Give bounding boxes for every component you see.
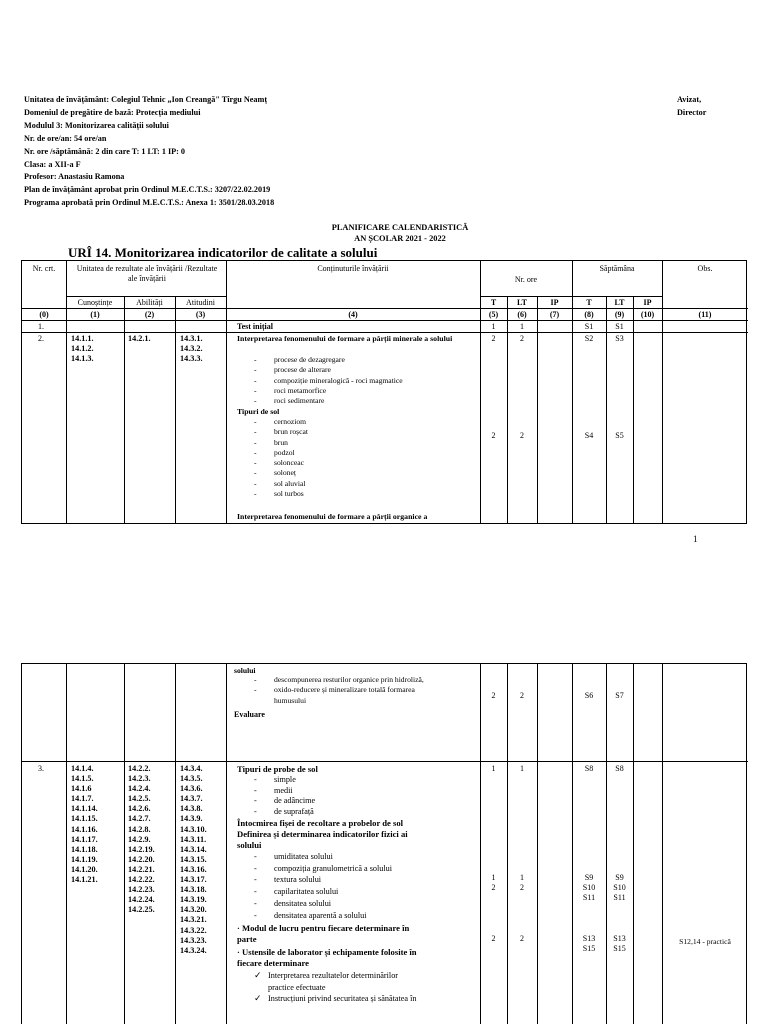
row2-week-lt-b: S5: [615, 431, 624, 440]
colnum-6: (6): [517, 310, 527, 319]
row3-heading-physical-indicators: Definirea și determinarea indicatorilor fizici ai: [237, 829, 408, 839]
code: 14.2.3.: [128, 774, 151, 784]
row3-week-t-2: [572, 873, 606, 903]
code: 14.3.1.: [180, 334, 203, 343]
header-line-programa: Programa aprobată prin Ordinul M.E.C.T.S.: Anexa 1: 3501/28.03.2018: [24, 198, 275, 208]
row2-week-t-a: S2: [584, 334, 594, 343]
week-label: S10: [613, 883, 626, 892]
header-week-t: T: [586, 298, 592, 307]
code: 14.1.15.: [71, 814, 98, 824]
list-item: - soloneț: [254, 468, 308, 478]
list-item: - medii: [254, 786, 315, 797]
code: 14.2.7.: [128, 814, 151, 824]
code: 14.1.6: [71, 784, 92, 794]
header-t: T: [490, 298, 497, 307]
row2-lt-a: 2: [520, 334, 524, 343]
header-attitudes: Atitudini: [186, 298, 215, 307]
row3-nr: 3.: [38, 764, 44, 773]
header-line-hours-week: Nr. ore /săptămână: 2 din care T: 1 LT: 1 IP: 0: [24, 146, 186, 156]
row3-week-lt-1: S8: [615, 764, 624, 773]
document-title: PLANIFICARE CALENDARISTICĂ: [331, 223, 469, 232]
header-line-unit: Unitatea de învățământ: Colegiul Tehnic „Ion Creangă" Tîrgu Neamț: [24, 95, 268, 104]
row2-lt-b: 2: [520, 431, 524, 440]
code: 14.3.5.: [180, 774, 203, 784]
list-item: - umiditatea solului: [254, 851, 392, 863]
header-lt: LT: [517, 298, 527, 307]
cont-t: 2: [491, 691, 496, 700]
code: 14.3.10.: [180, 824, 207, 834]
header-obs: Obs.: [697, 264, 713, 273]
list-item: - densitatea solului: [254, 898, 392, 910]
row1-content: Test inițial: [237, 322, 273, 331]
code: 14.1.3.: [71, 354, 94, 364]
colnum-5: (5): [488, 310, 499, 319]
code: 14.3.6.: [180, 784, 203, 794]
row2-heading-mineral: Interpretarea fenomenului de formare a părții minerale a solului: [237, 334, 453, 343]
code: 14.2.1.: [128, 334, 151, 343]
cont-solului: solului: [234, 666, 256, 675]
cont-list-organic: [254, 675, 424, 706]
list-item: - procese de dezagregare: [254, 355, 403, 365]
list-item: - de suprafață: [254, 807, 315, 818]
header-line-teacher: Profesor: Anastasiu Ramona: [24, 172, 125, 182]
code: 14.2.6.: [128, 804, 151, 814]
code: 14.2.25.: [128, 905, 155, 915]
code: 14.2.20.: [128, 854, 155, 864]
code: 14.1.14.: [71, 804, 98, 814]
row2-heading-organic: Interpretarea fenomenului de formare a părții organice a: [237, 512, 428, 521]
header-week-ip: IP: [643, 298, 652, 307]
code: 14.3.23.: [180, 935, 207, 945]
row3-list-physical-indicators: [254, 851, 392, 921]
code: 14.3.17.: [180, 875, 207, 885]
colnum-0: (0): [39, 310, 49, 319]
code: 14.1.16.: [71, 824, 98, 834]
code: 14.3.21.: [180, 915, 207, 925]
list-item: - compoziția granulometrică a solului: [254, 863, 392, 875]
row3-week-t-1: S8: [584, 764, 594, 773]
list-item: - solonceac: [254, 458, 308, 468]
row3-attitude-codes: [180, 764, 207, 956]
row3-heading-sample-types: Tipuri de probe de sol: [237, 764, 318, 774]
code: 14.1.20.: [71, 864, 98, 874]
header-line-class: Clasa: a XII-a F: [24, 159, 81, 169]
row3-t-1: 1: [491, 764, 496, 773]
list-item: - sol aluvial: [254, 479, 308, 489]
row3-week-t-4: [572, 934, 606, 954]
code: 14.1.5.: [71, 774, 94, 784]
uri-title: URÎ 14. Monitorizarea indicatorilor de calitate a solului: [68, 245, 378, 260]
code: 14.2.2.: [128, 764, 151, 773]
row3-lt-2: 1: [520, 873, 524, 882]
list-item-continuation: humusului: [274, 695, 307, 705]
code: 14.3.24.: [180, 945, 207, 955]
list-item: - brun roșcat: [254, 427, 308, 437]
row3-heading-sampling-sheet: Întocmirea fișei de recoltare a probelor de sol: [237, 818, 404, 828]
list-item: - oxido-reducere și mineralizare totală formarea: [254, 685, 424, 695]
code: 14.3.14.: [180, 844, 207, 854]
week-label: S10: [582, 883, 596, 892]
code: 14.2.8.: [128, 824, 151, 834]
list-item: - procese de alterare: [254, 365, 403, 375]
list-item: - compoziție mineralogică - roci magmatice: [254, 376, 403, 386]
week-label: S9: [615, 873, 624, 882]
approval-label: Avizat,: [677, 95, 702, 104]
row3-observation: S12,14 - practică: [679, 937, 731, 946]
code: 14.3.2.: [180, 344, 203, 354]
row1-lt: 1: [520, 322, 524, 331]
school-year: AN ȘCOLAR 2021 - 2022: [354, 234, 446, 243]
code: 14.3.16.: [180, 864, 207, 874]
code: 14.3.8.: [180, 804, 203, 814]
code: 14.3.15.: [180, 854, 207, 864]
row2-week-t-b: S4: [584, 431, 594, 440]
header-line-module: Modulul 3: Monitorizarea calității solului: [24, 120, 169, 130]
week-label: S11: [613, 893, 626, 902]
list-item: - capilaritatea solului: [254, 886, 392, 898]
row2-t-a: 2: [491, 334, 496, 343]
row2-skill-codes: [128, 334, 151, 344]
code: 14.1.19.: [71, 854, 98, 864]
header-week: Săptămâna: [599, 264, 635, 273]
row2-nr: 2.: [38, 334, 44, 343]
colnum-7: (7): [549, 310, 560, 319]
week-label: S15: [613, 944, 626, 953]
row1-week-t: S1: [584, 322, 594, 331]
list-item: - descompunerea resturilor organice prin hidroliză,: [254, 675, 424, 685]
check-item: ✓ Interpretarea rezultatelor determinărilor: [254, 970, 416, 982]
code: 14.1.4.: [71, 764, 94, 773]
code: 14.2.21.: [128, 864, 155, 874]
colnum-8: (8): [584, 310, 594, 319]
code: 14.3.18.: [180, 885, 207, 895]
row2-t-b: 2: [491, 431, 496, 440]
row2-heading-soil-types: Tipuri de sol: [237, 407, 280, 416]
row2-list-soil-types: [254, 417, 308, 499]
colnum-3: (3): [195, 310, 206, 319]
code: 14.3.7.: [180, 794, 203, 804]
week-label: S9: [584, 873, 594, 882]
code: 14.3.9.: [180, 814, 203, 824]
row1-t: 1: [491, 322, 496, 331]
colnum-1: (1): [90, 310, 100, 319]
row2-week-lt-a: S3: [615, 334, 624, 343]
header-learning-results: Unitatea de rezultate ale învățării /Rezultate ale învățării: [76, 264, 218, 283]
list-item: - simple: [254, 775, 315, 786]
list-item: - brun: [254, 438, 308, 448]
list-item: - textura solului: [254, 874, 392, 886]
code: 14.2.19.: [128, 844, 155, 854]
code: 14.2.22.: [128, 875, 155, 885]
colnum-11: (11): [698, 310, 712, 319]
row3-heading-physical-indicators-cont: solului: [237, 840, 262, 850]
header-line-hours-year: Nr. de ore/an: 54 ore/an: [24, 133, 107, 143]
colnum-2: (2): [144, 310, 155, 319]
code: 14.3.19.: [180, 895, 207, 905]
row3-lt-1: 1: [520, 764, 524, 773]
code: 14.2.4.: [128, 784, 151, 794]
check-item: ✓ Instrucțiuni privind securitatea și sănătatea în: [254, 993, 416, 1005]
colnum-9: (9): [614, 310, 625, 319]
list-item: - sol turbos: [254, 489, 308, 499]
code: 14.2.5.: [128, 794, 151, 804]
row2-attitude-codes: [180, 334, 203, 364]
row2-list-processes: [254, 355, 403, 406]
code: 14.1.1.: [71, 334, 94, 343]
code: 14.3.22.: [180, 925, 207, 935]
row3-lt-4: 2: [520, 934, 524, 943]
list-item: - cernoziom: [254, 417, 308, 427]
row3-list-sample-types: [254, 775, 315, 817]
code: 14.1.18.: [71, 844, 98, 854]
code: 14.1.7.: [71, 794, 94, 804]
row3-week-lt-2: [606, 873, 633, 903]
list-item: - roci metamorfice: [254, 386, 403, 396]
header-nr-crt: Nr. crt.: [32, 264, 56, 273]
colnum-4: (4): [348, 310, 358, 319]
list-item: - de adâncime: [254, 796, 315, 807]
header-week-lt: LT: [614, 298, 625, 307]
code: 14.1.17.: [71, 834, 98, 844]
check-item-continuation: practice efectuate: [268, 982, 326, 992]
header-line-plan: Plan de învățământ aprobat prin Ordinul M.E.C.T.S.: 3207/22.02.2019: [24, 185, 271, 195]
week-label: S13: [613, 934, 626, 943]
code: 14.2.9.: [128, 834, 151, 844]
code: 14.3.4.: [180, 764, 203, 773]
cont-week-lt: S7: [615, 691, 624, 700]
row3-t-3: 2: [491, 883, 496, 892]
code: 14.1.21.: [71, 875, 98, 885]
header-knowledge: Cunoștințe: [77, 298, 113, 307]
director-label: Director: [677, 107, 707, 117]
header-ip: IP: [550, 298, 559, 307]
list-item: - podzol: [254, 448, 308, 458]
planning-table-page2: [21, 663, 747, 1024]
week-label: S11: [582, 893, 596, 902]
week-label: S15: [582, 944, 596, 953]
header-nr-hours: Nr. ore: [514, 275, 538, 284]
row3-heading-lab-tools-cont: fiecare determinare: [237, 958, 309, 968]
code: 14.2.24.: [128, 895, 155, 905]
evaluation-label: Evaluare: [234, 710, 265, 719]
week-label: S13: [582, 934, 596, 943]
row3-knowledge-codes: [71, 764, 98, 885]
row3-lt-3: 2: [520, 883, 524, 892]
code: 14.2.23.: [128, 885, 155, 895]
code: 14.1.2.: [71, 344, 94, 354]
row3-heading-work-mode: · Modul de lucru pentru fiecare determinare în: [237, 923, 410, 933]
planning-table-page1: [21, 260, 747, 524]
code: 14.3.20.: [180, 905, 207, 915]
header-contents: Conținuturile învățării: [317, 264, 389, 273]
list-item: - roci sedimentare: [254, 396, 403, 406]
code: 14.3.3.: [180, 354, 203, 364]
header-line-domain: Domeniul de pregătire de bază: Protecția mediului: [24, 107, 201, 117]
cont-lt: 2: [520, 691, 524, 700]
list-item: - densitatea aparentă a solului: [254, 910, 392, 922]
row1-nr: 1.: [38, 322, 44, 331]
code: 14.3.11.: [180, 834, 207, 844]
row3-checklist: [254, 970, 416, 1005]
approval-block: [677, 94, 706, 120]
row3-t-4: 2: [491, 934, 496, 943]
colnum-10: (10): [640, 310, 655, 319]
header-skills: Abilități: [136, 298, 163, 307]
row3-t-2: 1: [491, 873, 496, 882]
page-number: 1: [693, 534, 698, 544]
row1-week-lt: S1: [615, 322, 624, 331]
cont-week-t: S6: [584, 691, 594, 700]
row3-week-lt-4: [606, 934, 633, 954]
row3-heading-lab-tools: · Ustensile de laborator și echipamente folosite în: [237, 947, 417, 957]
row2-knowledge-codes: [71, 334, 94, 364]
row3-skill-codes: [128, 764, 155, 915]
row3-heading-work-mode-cont: parte: [237, 934, 257, 944]
document-header: [24, 94, 584, 210]
